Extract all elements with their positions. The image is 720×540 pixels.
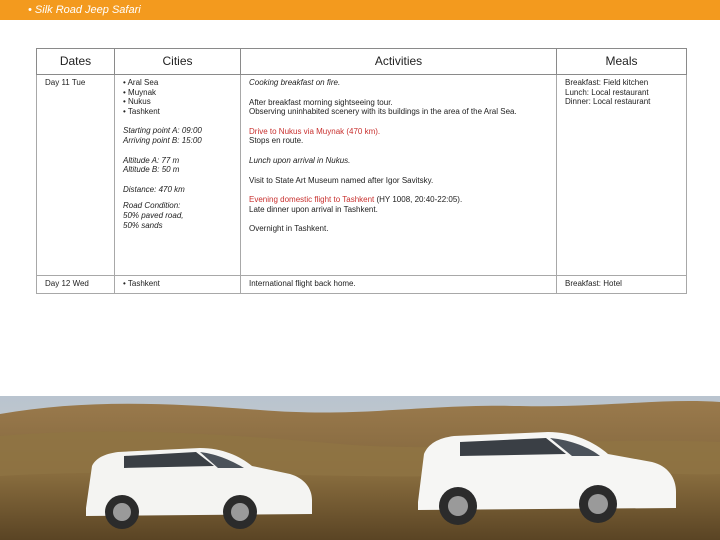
itinerary-table xyxy=(36,48,687,294)
activity-drive-stops: Stops en route. xyxy=(249,136,304,146)
cell-activities-day-11 xyxy=(241,75,557,276)
date-day-11: Day 11 Tue xyxy=(45,78,86,87)
table-header-row xyxy=(37,49,687,75)
table-row-day-11 xyxy=(37,75,687,276)
activity-flight-details: (HY 1008, 20:40-22:05). xyxy=(374,195,463,205)
page-title: • Silk Road Jeep Safari xyxy=(28,4,141,16)
cell-cities-day-12 xyxy=(115,276,241,294)
activity-overnight: Overnight in Tashkent. xyxy=(249,224,329,234)
road-condition: Road Condition: 50% paved road, 50% sands xyxy=(123,201,184,230)
activity-lunch: Lunch upon arrival in Nukus. xyxy=(249,155,351,165)
header-bar xyxy=(0,0,720,20)
column-header-cities: Cities xyxy=(115,49,241,75)
cell-date-day-12 xyxy=(37,276,115,294)
activity-flight xyxy=(249,195,550,214)
cities-list-day-12: • Tashkent xyxy=(123,279,160,288)
altitude-info: Altitude A: 77 m Altitude B: 50 m xyxy=(123,155,180,175)
activity-late-dinner: Late dinner upon arrival in Tashkent. xyxy=(249,204,378,214)
cell-date-day-11 xyxy=(37,75,115,276)
cell-cities-day-11 xyxy=(115,75,241,276)
meals-day-11: Breakfast: Field kitchen Lunch: Local restaurant Dinner: Local restaurant xyxy=(565,78,651,107)
distance-info: Distance: 470 km xyxy=(123,184,185,194)
activity-sightseeing: After breakfast morning sightseeing tour. Observing uninhabited scenery with its buildings in the area of the Aral Sea. xyxy=(249,97,517,117)
cell-meals-day-11 xyxy=(557,75,687,276)
activity-breakfast: Cooking breakfast on fire. xyxy=(249,78,341,87)
column-header-activities: Activities xyxy=(241,49,557,75)
cities-list-day-11: • Aral Sea • Muynak • Nukus • Tashkent xyxy=(123,78,160,116)
activity-drive xyxy=(249,127,550,146)
activity-departure: International flight back home. xyxy=(249,279,356,288)
column-header-dates: Dates xyxy=(37,49,115,75)
cell-meals-day-12 xyxy=(557,276,687,294)
jeep-photo xyxy=(0,396,720,540)
column-header-meals: Meals xyxy=(557,49,687,75)
table-row-day-12 xyxy=(37,276,687,294)
date-day-12: Day 12 Wed xyxy=(45,279,89,288)
meals-day-12: Breakfast: Hotel xyxy=(565,279,622,288)
activity-drive-highlight: Drive to Nukus via Muynak (470 km). xyxy=(249,126,381,136)
activity-museum: Visit to State Art Museum named after Igor Savitsky. xyxy=(249,175,434,185)
schedule-times: Starting point A: 09:00 Arriving point B: 15:00 xyxy=(123,126,202,145)
cell-activities-day-12 xyxy=(241,276,557,294)
activity-flight-highlight: Evening domestic flight to Tashkent xyxy=(249,195,375,205)
